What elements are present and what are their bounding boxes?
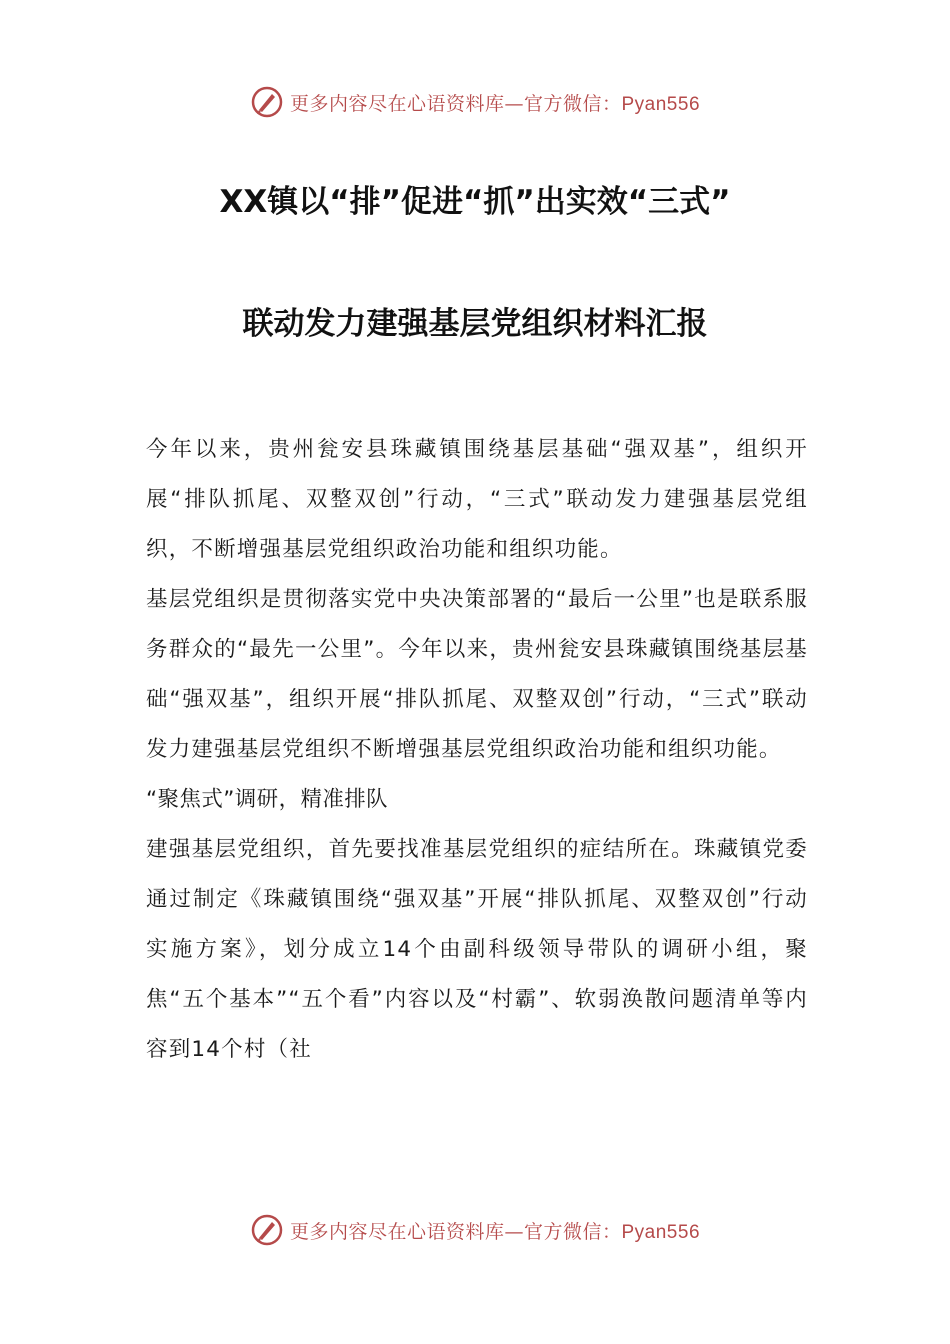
document-body bbox=[146, 425, 808, 1075]
watermark-header bbox=[0, 82, 950, 122]
document-title-line2: 联动发力建强基层党组织材料汇报 bbox=[242, 306, 708, 342]
paragraph-research: 建强基层党组织，首先要找准基层党组织的症结所在。珠藏镇党委通过制定《珠藏镇围绕“强双基”开展“排队抓尾、双整双创”行动实施方案》，划分成立14个由副科级领导带队的调研小组，聚焦“五个基本”“五个看”内容以及“村霸”、软弱涣散问题清单等内容到14个村（社 bbox=[146, 837, 808, 1062]
pen-logo-icon bbox=[250, 85, 284, 119]
watermark-text: 更多内容尽在心语资料库—官方微信：Pyan556 bbox=[289, 92, 701, 115]
pen-logo-icon bbox=[250, 1213, 284, 1247]
section-heading: “聚焦式”调研，精准排队 bbox=[146, 787, 389, 812]
paragraph-background: 基层党组织是贯彻落实党中央决策部署的“最后一公里”也是联系服务群众的“最先一公里”。今年以来，贵州瓮安县珠藏镇围绕基层基础“强双基”，组织开展“排队抓尾、双整双创”行动，“三式”联动发力建强基层党组织不断增强基层党组织政治功能和组织功能。 bbox=[146, 587, 808, 762]
paragraph-intro: 今年以来，贵州瓮安县珠藏镇围绕基层基础“强双基”，组织开展“排队抓尾、双整双创”行动，“三式”联动发力建强基层党组织，不断增强基层党组织政治功能和组织功能。 bbox=[146, 437, 808, 562]
watermark-footer bbox=[0, 1210, 950, 1250]
watermark-text: 更多内容尽在心语资料库—官方微信：Pyan556 bbox=[289, 1220, 701, 1243]
document-title-line1: XX镇以“排”促进“抓”出实效“三式” bbox=[219, 184, 731, 220]
watermark-wechat-id: Pyan556 bbox=[621, 93, 701, 115]
watermark-wechat-id: Pyan556 bbox=[621, 1221, 701, 1243]
